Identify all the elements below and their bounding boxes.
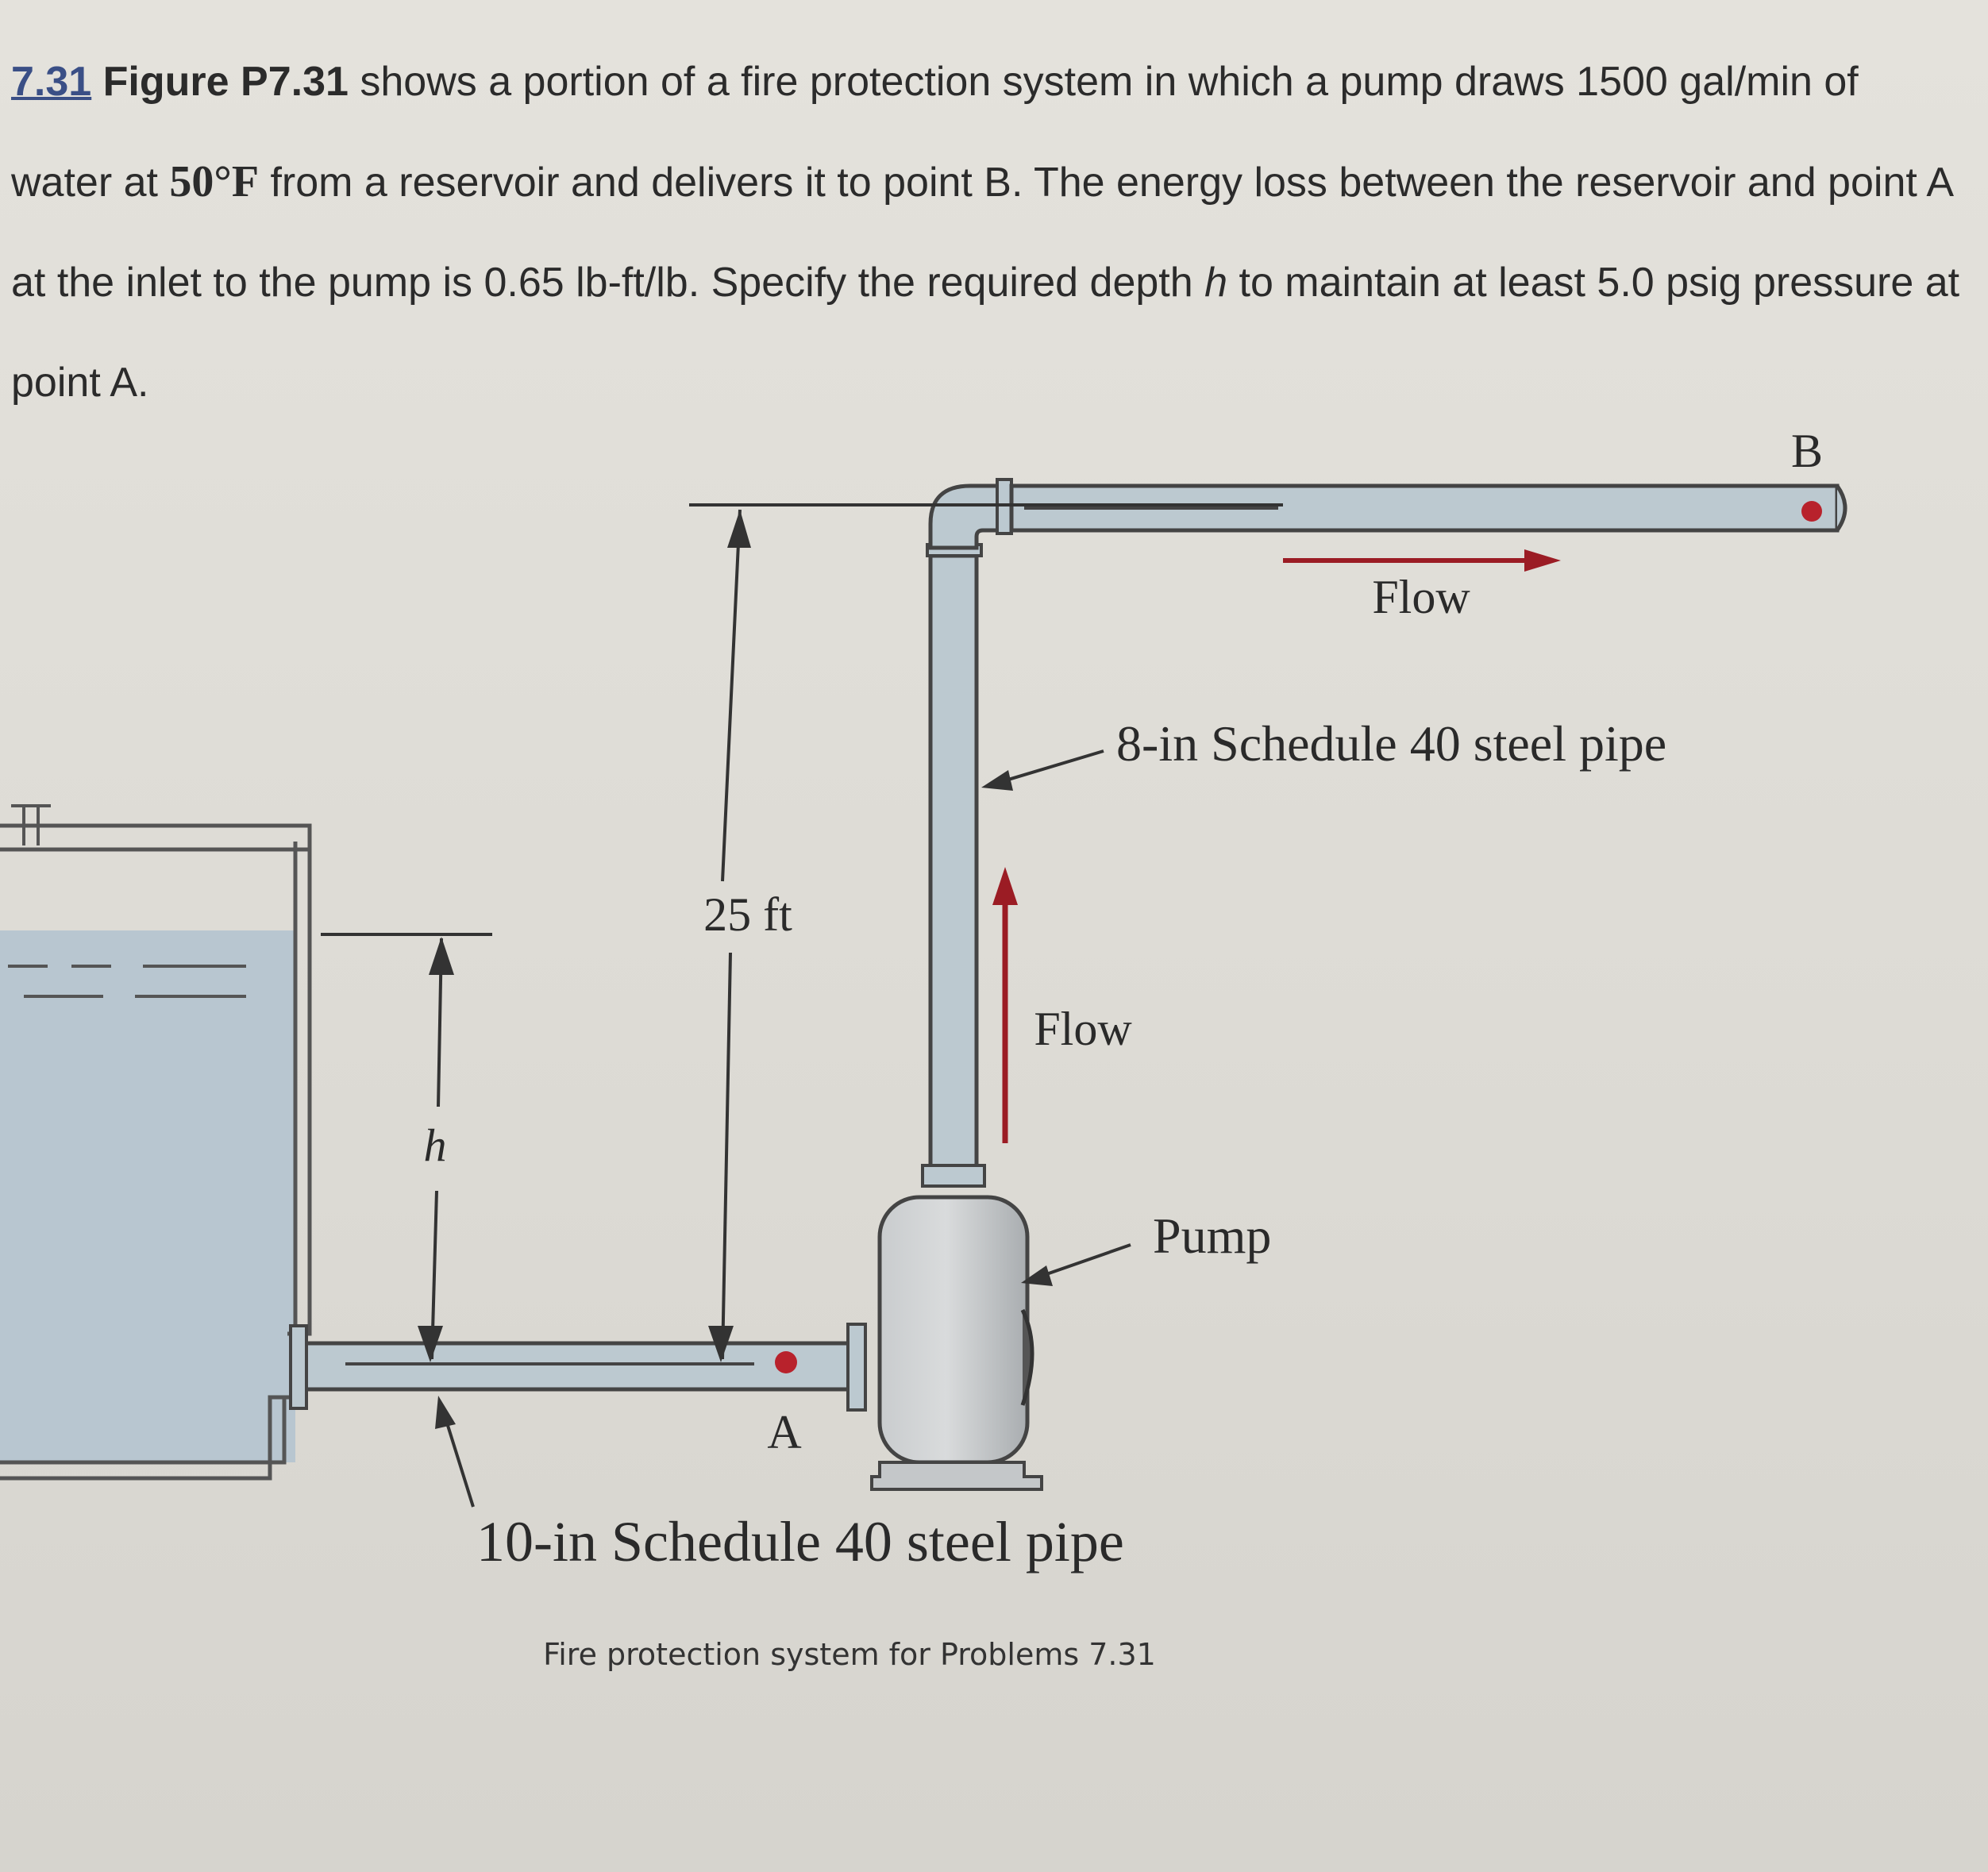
point-a-label: A [767,1406,802,1458]
dimension-h [321,934,492,1362]
horizontal-pipe [930,480,1845,548]
leader-8in-pipe [981,715,1666,791]
point-b-label: B [1790,425,1824,477]
figure-reference: Figure P7.31 [102,59,349,105]
pump-motor-bulge [1023,1310,1032,1405]
reservoir-top-wall [0,826,310,849]
leader-pump [1021,1208,1271,1286]
vent-symbol-icon [0,806,56,845]
pump-label: Pump [1153,1208,1272,1264]
flow-arrow-horizontal [1283,549,1561,623]
problem-number: 7.31 [11,59,92,105]
arrow-head-up [429,937,454,975]
pipe-elbow [930,486,1002,548]
arrow-head-up [727,510,751,548]
pump-outlet-flange [923,1165,984,1186]
flow-label-top: Flow [1372,571,1470,623]
flow-arrow-head-right [1524,549,1561,572]
pipe-10in-label: 10-in Schedule 40 steel pipe [476,1510,1124,1573]
flow-label-vertical: Flow [1034,1003,1132,1055]
pipe-8in-label: 8-in Schedule 40 steel pipe [1116,715,1667,772]
problem-text-2: from a reservoir and delivers it to point B. The energy loss between the reservoir and point A at the inlet to the pump is 0.65 lb-ft/lb. Specify the required depth [11,160,1952,306]
point-a-dot [775,1351,797,1373]
depth-variable: h [1204,260,1228,306]
leader-arrow-head [435,1396,456,1429]
pump-base [872,1462,1042,1489]
depth-label: h [423,1119,447,1171]
leader-arrow-head [981,770,1013,791]
point-b-dot [1801,501,1822,522]
reservoir [0,806,310,1478]
flow-arrow-vertical [992,867,1132,1143]
pump [872,1197,1042,1489]
vertical-pipe [923,545,984,1186]
suction-flange-right [848,1324,865,1410]
suction-flange-left [291,1326,306,1408]
temperature-value: 50°F [169,157,260,206]
problem-text-1: shows a portion of a fire protection system in which a pump draws 1500 gal/min of water at [11,59,1859,206]
pipe-end [1837,486,1845,530]
flow-arrow-head-up [992,867,1018,905]
problem-text-3: to maintain at least 5.0 psig pressure at point A. [11,260,1960,406]
reservoir-water [0,930,295,1462]
height-label: 25 ft [703,888,792,941]
pump-body [880,1197,1027,1462]
figure-caption: Fire protection system for Problems 7.31 [543,1637,1156,1672]
